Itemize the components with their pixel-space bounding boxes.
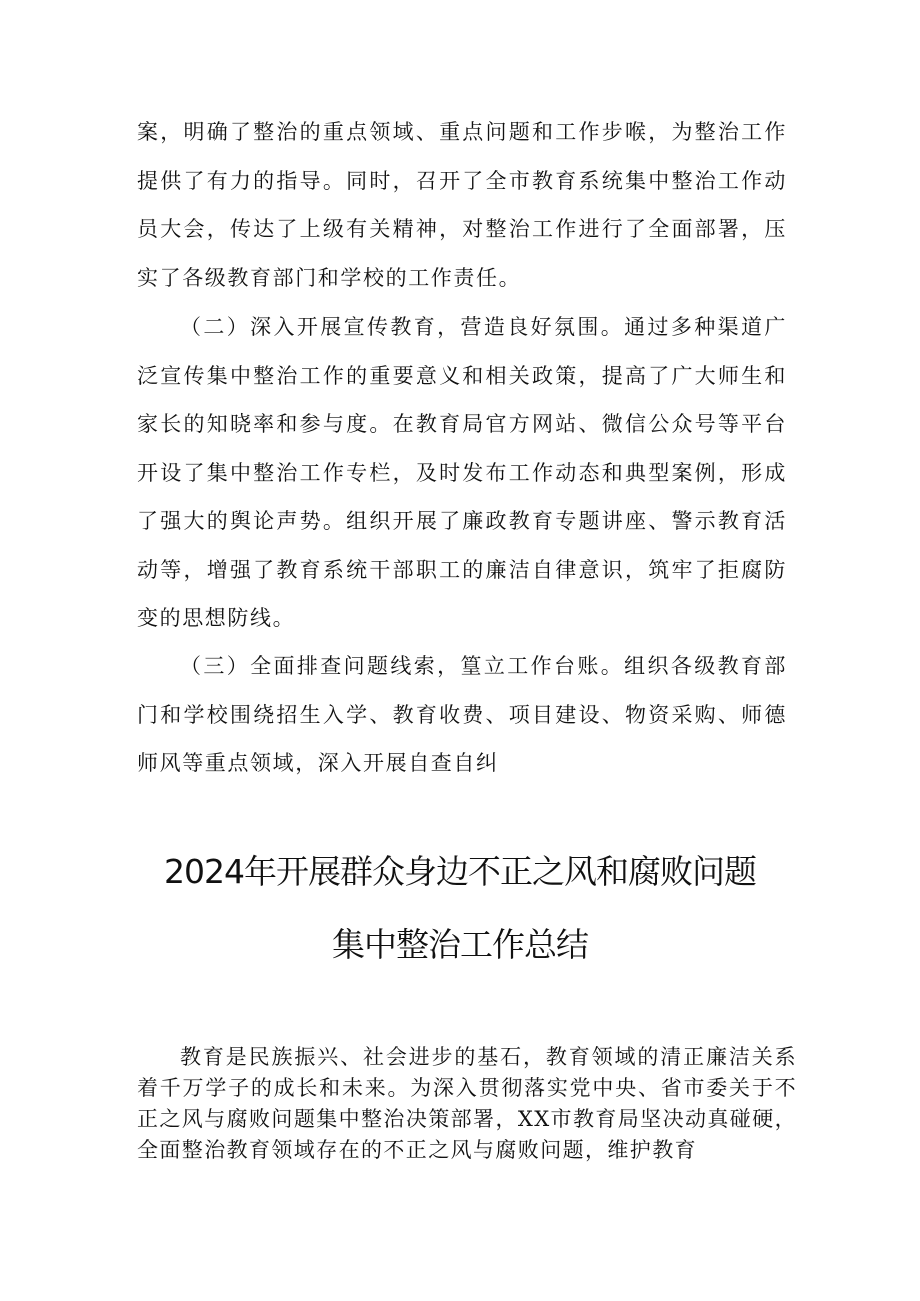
- document-title-line-2: 集中整治工作总结: [332, 925, 588, 964]
- document-title-line-1: 2024年开展群众身边不正之风和腐败问题: [164, 852, 756, 891]
- intro-paragraph: 教育是民族振兴、社会进步的基石，教育领域的清正廉洁关系着千万学子的成长和未来。为深入贯彻落实党中央、省市委关于不正之风与腐败问题集中整治决策部署，XX市教育局坚决动真碰硬，全面整治教育领域存在的不正之风与腐败问题，维护教育: [137, 1045, 797, 1162]
- paragraph-investigation: （三）全面排查问题线索，篁立工作台账。组织各级教育部门和学校围绕招生入学、教育收费、项目建设、物资采购、师德师风等重点领域，深入开展自查自纠: [137, 654, 787, 775]
- paragraph-publicity: （二）深入开展宣传教育，营造良好氛围。通过多种渠道广泛宣传集中整治工作的重要意义和相关政策，提高了广大师生和家长的知晓率和参与度。在教育局官方网站、微信公众号等平台开设了集中整治工作专栏，及时发布工作动态和典型案例，形成了强大的舆论声势。组织开展了廉政教育专题讲座、警示教育活动等，增强了教育系统干部职工的廉洁自律意识，筑牢了拒腐防变的思想防线。: [137, 315, 787, 630]
- paragraph-continuation: 案，明确了整治的重点领域、重点问题和工作步喉，为整治工作提供了有力的指导。同时，召开了全市教育系统集中整治工作动员大会，传达了上级有关精神，对整治工作进行了全面部署，压实了各级教育部门和学校的工作责任。: [137, 120, 787, 290]
